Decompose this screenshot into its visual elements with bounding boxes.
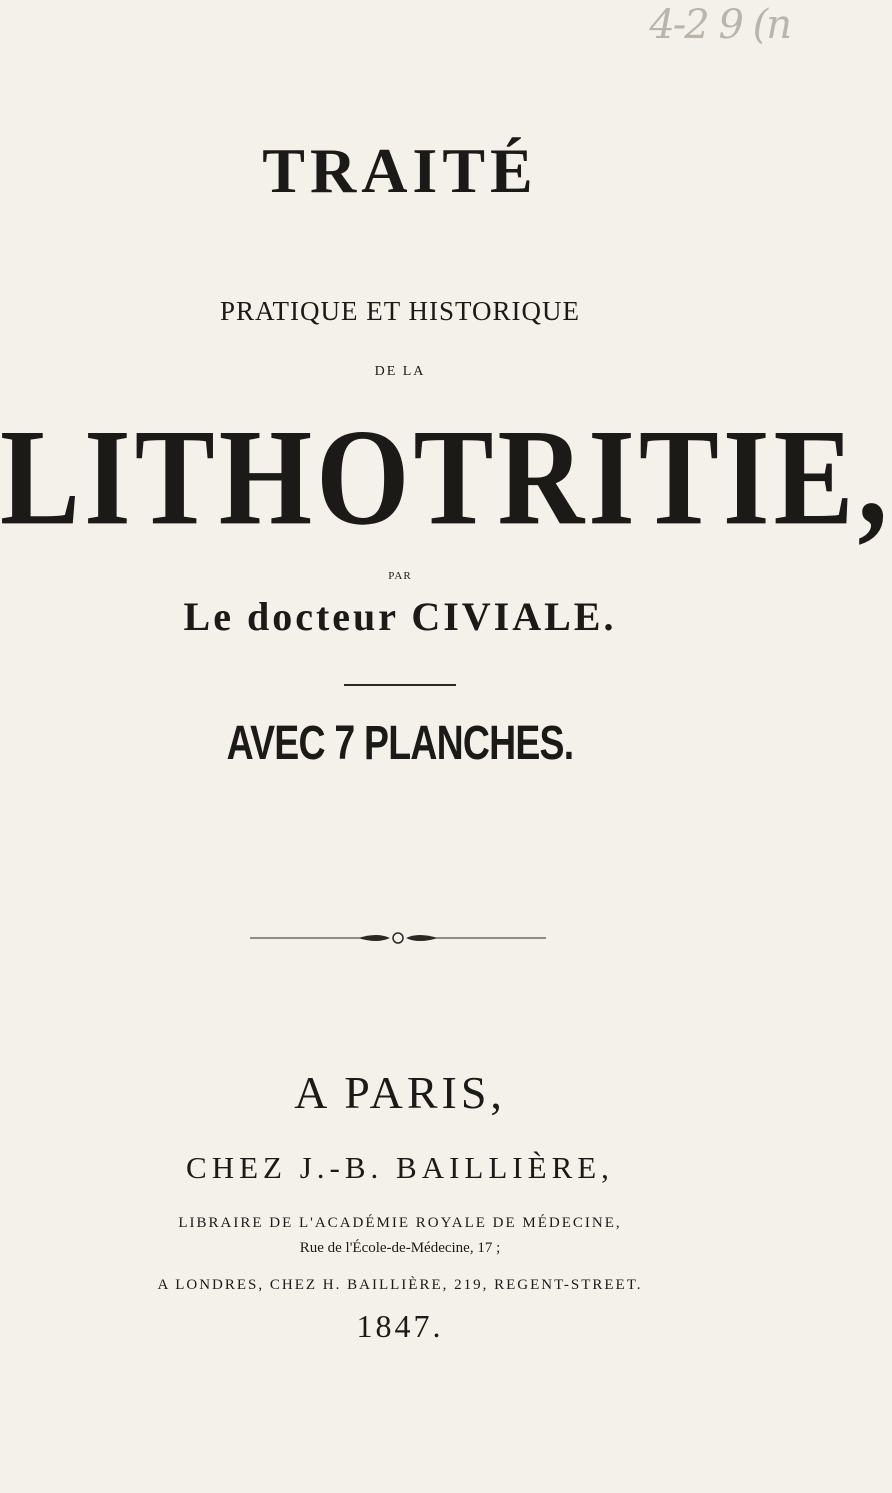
place: A PARIS,	[294, 1067, 506, 1118]
title: TRAITÉ	[262, 135, 538, 206]
london-imprint: A LONDRES, CHEZ H. BAILLIÈRE, 219, REGENT-STREET.	[157, 1277, 643, 1293]
by-label: PAR	[388, 570, 412, 582]
author: Le docteur CIVIALE.	[183, 594, 617, 639]
handwritten-shelfmark: 4-2 9 (n	[649, 2, 790, 48]
publisher: CHEZ J.-B. BAILLIÈRE,	[186, 1150, 614, 1185]
publisher-address: Rue de l'École-de-Médecine, 17 ;	[299, 1240, 501, 1256]
publication-year: 1847.	[356, 1308, 444, 1344]
divider-rule	[344, 684, 456, 686]
connector-text: DE LA	[374, 364, 426, 379]
ornament-rule	[248, 930, 548, 946]
plates-note: AVEC 7 PLANCHES.	[226, 717, 574, 770]
subtitle: PRATIQUE ET HISTORIQUE	[219, 296, 580, 326]
main-subject: LITHOTRITIE,	[0, 400, 892, 554]
publisher-title: LIBRAIRE DE L'ACADÉMIE ROYALE DE MÉDECINE,	[178, 1215, 622, 1231]
